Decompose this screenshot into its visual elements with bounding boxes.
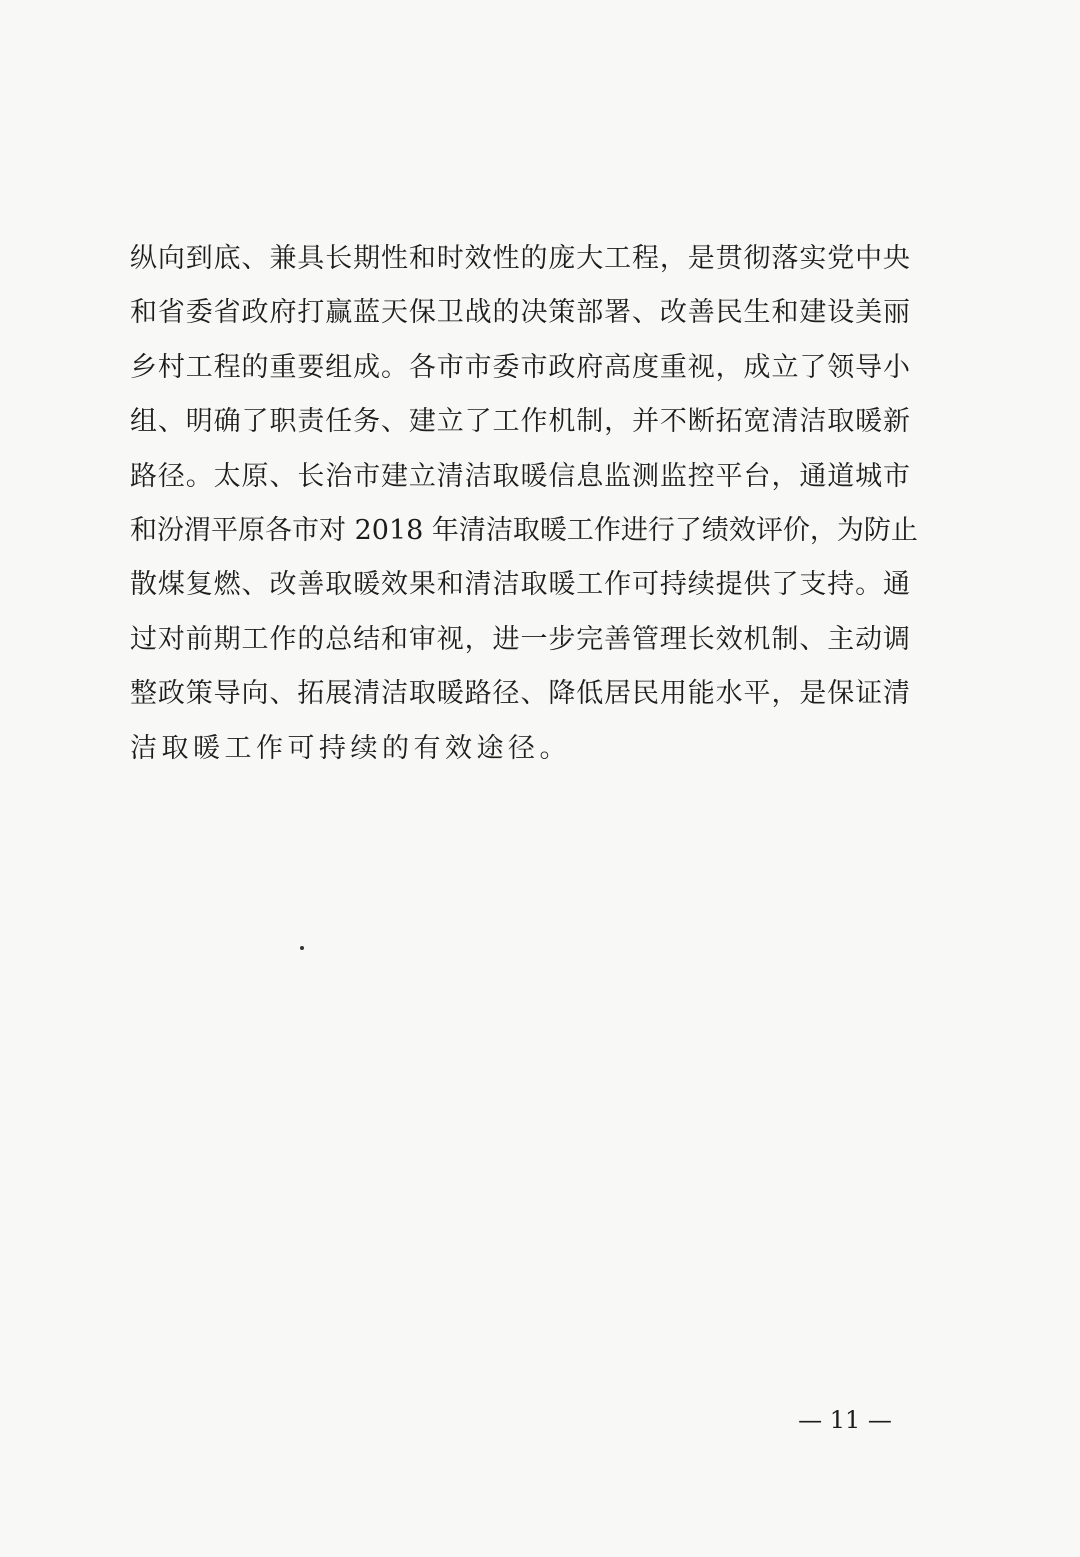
paragraph-line: 路径。太原、长治市建立清洁取暖信息监测监控平台，通道城市 [130,460,910,492]
paragraph-line: 洁取暖工作可持续的有效途径。 [130,732,571,764]
paragraph-line: 纵向到底、兼具长期性和时效性的庞大工程，是贯彻落实党中央 [130,243,910,274]
paragraph-line: 整政策导向、拓展清洁取暖路径、降低居民用能水平，是保证清 [130,678,910,710]
paragraph-line: 和省委省政府打赢蓝天保卫战的决策部署、改善民生和建设美丽 [130,297,910,329]
paragraph-line: 散煤复燃、改善取暖效果和清洁取暖工作可持续提供了支持。通 [130,569,910,601]
paragraph-line: 乡村工程的重要组成。各市市委市政府高度重视，成立了领导小 [130,351,910,383]
body-paragraph [130,232,918,776]
paragraph-line: 组、明确了职责任务、建立了工作机制，并不断拓宽清洁取暖新 [130,406,910,438]
paragraph-line: 和汾渭平原各市对 2018 年清洁取暖工作进行了绩效评价，为防止 [130,514,918,546]
scan-speck [300,946,304,950]
paragraph-line: 过对前期工作的总结和审视，进一步完善管理长效机制、主动调 [130,623,910,655]
page-number: — 11 — [798,1406,892,1434]
